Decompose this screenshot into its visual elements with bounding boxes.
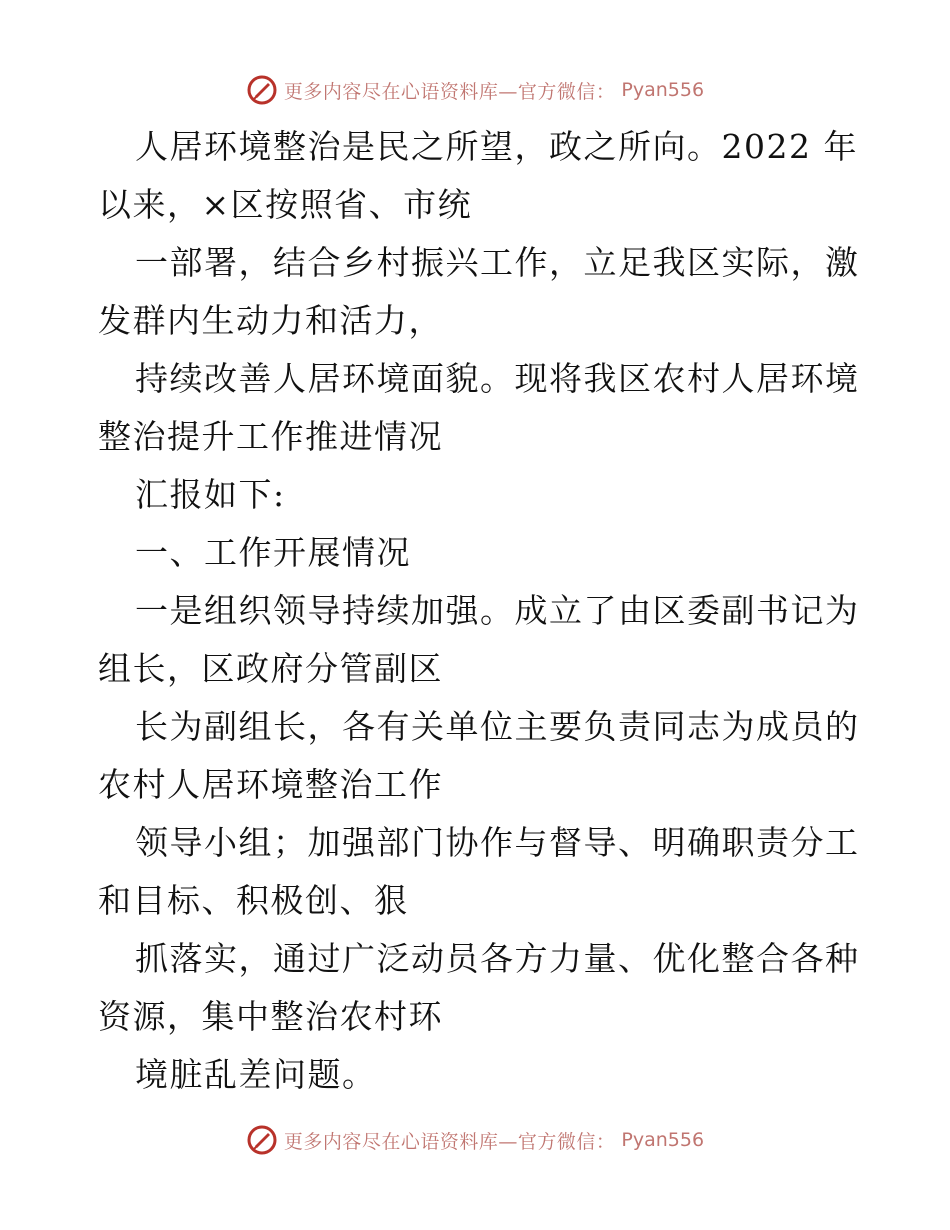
watermark-header bbox=[0, 72, 950, 108]
text-line: 一、工作开展情况 bbox=[135, 533, 411, 572]
text-line: 农村人居环境整治工作 bbox=[98, 765, 443, 804]
watermark-text: 更多内容尽在心语资料库—官方微信： bbox=[283, 1130, 616, 1153]
text-line: 抓落实，通过广泛动员各方力量、优化整合各种 bbox=[135, 939, 860, 978]
watermark-text: 更多内容尽在心语资料库—官方微信： bbox=[283, 80, 616, 103]
watermark-id: Pyan556 bbox=[621, 1129, 705, 1151]
text-line: 整治提升工作推进情况 bbox=[98, 417, 443, 456]
document-body bbox=[98, 118, 858, 1104]
text-line: 以来，×区按照省、市统 bbox=[98, 185, 473, 224]
text-line: 组长，区政府分管副区 bbox=[98, 649, 443, 688]
text-line: 长为副组长，各有关单位主要负责同志为成员的 bbox=[135, 707, 860, 746]
text-line: 人居环境整治是民之所望，政之所向。2022 年 bbox=[135, 127, 858, 166]
text-line: 一部署，结合乡村振兴工作，立足我区实际，激 bbox=[135, 243, 860, 282]
text-line: 和目标、积极创、狠 bbox=[98, 881, 409, 920]
text-line: 汇报如下: bbox=[135, 475, 286, 514]
quill-logo-icon bbox=[246, 1124, 278, 1156]
text-line: 发群内生动力和活力， bbox=[98, 301, 443, 340]
watermark-id: Pyan556 bbox=[621, 79, 705, 101]
quill-logo-icon bbox=[246, 74, 278, 106]
text-line: 境脏乱差问题。 bbox=[135, 1055, 377, 1094]
text-line: 领导小组；加强部门协作与督导、明确职责分工 bbox=[135, 823, 860, 862]
text-line: 一是组织领导持续加强。成立了由区委副书记为 bbox=[135, 591, 860, 630]
text-line: 持续改善人居环境面貌。现将我区农村人居环境 bbox=[135, 359, 860, 398]
watermark-footer bbox=[0, 1122, 950, 1158]
text-line: 资源，集中整治农村环 bbox=[98, 997, 443, 1036]
